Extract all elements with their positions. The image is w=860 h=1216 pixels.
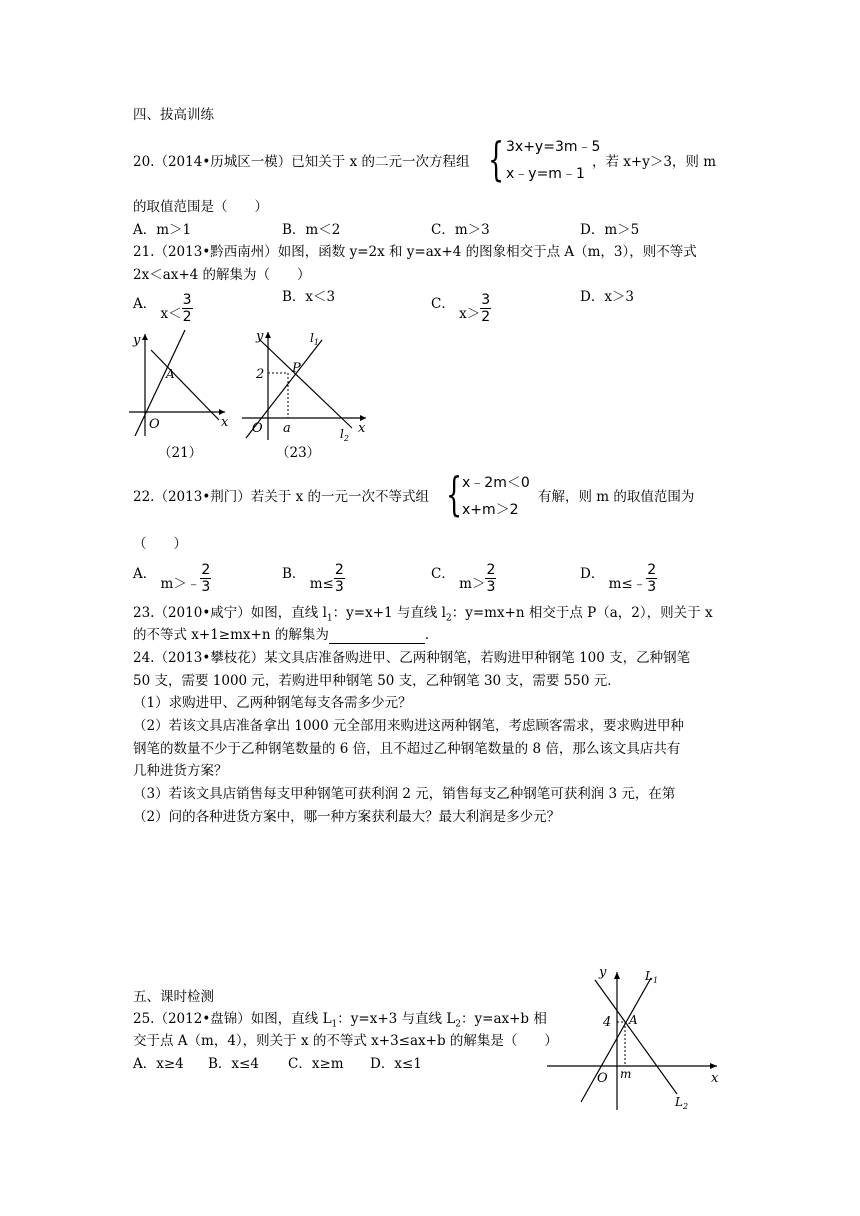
y-label: y	[599, 965, 607, 980]
arrow-icon	[265, 332, 271, 338]
q25-option-c: C．x≥m	[288, 1056, 344, 1072]
fraction: $\frac{2}{3}$	[486, 562, 496, 595]
q21-option-b: B．x＜3	[282, 289, 336, 305]
l2-label: $l_2$	[340, 427, 349, 443]
q23-line1: 23.（2010•咸宁）如图，直线 $l_1$：y=x+1 与直线 $l_2$：y=mx+n 相交于点 P（a，2），则关于 x	[133, 605, 713, 624]
q24-line: 钢笔的数量不少于乙种钢笔数量的 6 倍，且不超过乙种钢笔数量的 8 倍，那么该文具店共有	[133, 741, 681, 757]
q20-suffix: ，若 x+y＞3，则 m	[592, 154, 717, 170]
line-y-ax-4	[151, 350, 219, 420]
line-y-2x	[135, 330, 185, 436]
q24-line: 几种进货方案？	[133, 763, 228, 779]
m-label: m	[620, 1067, 632, 1081]
l2-label: $L_2$	[675, 1095, 689, 1111]
x-label: x	[711, 1071, 719, 1086]
q22-option-a: A． m＞﹣ $\frac{2}{3}$	[133, 562, 211, 595]
q24-line: 50 支，需要 1000 元，若购进甲种钢笔 50 支，乙种钢笔 30 支，需要 550 元．	[133, 673, 621, 689]
q25-line2: 交于点 A（m，4），则关于 x 的不等式 x+3≤ax+b 的解集是（ ）	[133, 1033, 558, 1049]
x-label: x	[221, 415, 229, 430]
q25-option-d: D．x≤1	[370, 1056, 422, 1072]
q25-option-a: A．x≥4	[133, 1056, 184, 1072]
q22-option-b: B． m≤ $\frac{2}{3}$	[282, 562, 344, 595]
arrow-icon	[710, 1063, 717, 1069]
figure-23-caption: （23）	[276, 445, 321, 461]
figure-21	[125, 328, 230, 440]
a-label: a	[283, 421, 291, 436]
arrow-icon	[142, 334, 148, 340]
q21-option-a: A． x＜ $\frac{3}{2}$	[133, 292, 192, 325]
q20-option-d: D．m＞5	[580, 222, 640, 238]
tick-4-label: 4	[603, 1015, 612, 1030]
q20-option-c: C．m＞3	[431, 222, 490, 238]
q22-eq2: x+m＞2	[462, 502, 519, 518]
q20-option-a: A．m＞1	[133, 222, 192, 238]
q22-option-c: C． m＞ $\frac{2}{3}$	[431, 562, 496, 595]
section-title: 五、课时检测	[133, 989, 214, 1005]
fraction: $\frac{3}{2}$	[182, 292, 192, 325]
point-a-label: A	[166, 367, 175, 381]
q21-line1: 21.（2013•黔西南州）如图，函数 y=2x 和 y=ax+4 的图象相交于点 A（m，3），则不等式	[133, 244, 697, 260]
origin-label: O	[149, 417, 160, 432]
answer-blank[interactable]	[329, 629, 425, 644]
q20-line2: 的取值范围是（ ）	[133, 199, 268, 215]
q20-option-b: B．m＜2	[282, 222, 341, 238]
q22-line2: （ ）	[133, 536, 187, 552]
q22-prefix: 22.（2013•荆门）若关于 x 的一元一次不等式组	[133, 489, 429, 505]
l1-label: $l_1$	[310, 331, 319, 347]
fraction: $\frac{2}{3}$	[201, 562, 211, 595]
q22-suffix: 有解，则 m 的取值范围为	[538, 489, 695, 505]
q22-eq1: x﹣2m＜0	[462, 475, 530, 491]
l1-label: $L_1$	[645, 969, 659, 985]
section-title: 四、拔高训练	[133, 107, 214, 123]
q23-line2: 的不等式 x+1≥mx+n 的解集为 ．	[133, 627, 439, 643]
point-a-label: A	[629, 1013, 638, 1027]
fraction: $\frac{2}{3}$	[647, 562, 657, 595]
q25-option-b: B．x≤4	[208, 1056, 259, 1072]
q20-eq2: x﹣y=m﹣1	[506, 166, 585, 182]
q21-option-c: C． x＞ $\frac{3}{2}$	[431, 292, 491, 325]
q24-line: （3）若该文具店销售每支甲种钢笔可获利润 2 元，销售每支乙种钢笔可获利润 3 元，在第	[133, 786, 676, 802]
figure-25	[545, 962, 735, 1114]
q24-line: （2）问的各种进货方案中，哪一种方案获利最大？最大利润是多少元？	[133, 809, 561, 825]
tick-2-label: 2	[256, 367, 265, 382]
q24-line: （2）若该文具店准备拿出 1000 元全部用来购进这两种钢笔，考虑顾客需求，要求购进甲种	[133, 718, 685, 734]
origin-label: O	[597, 1071, 608, 1086]
brace-icon: {	[446, 467, 463, 521]
q21-option-d: D．x＞3	[580, 289, 635, 305]
q21-line2: 2x＜ax+4 的解集为（ ）	[133, 267, 311, 283]
q20-eq1: 3x+y=3m﹣5	[506, 139, 601, 155]
q24-line: （1）求购进甲、乙两种钢笔每支各需多少元？	[133, 695, 412, 711]
point-p-label: P	[292, 361, 301, 376]
line-l2	[260, 340, 352, 428]
line-l1	[581, 978, 651, 1102]
origin-label: O	[252, 421, 263, 436]
brace-icon: {	[488, 132, 505, 186]
arrow-icon	[614, 972, 620, 979]
y-label: y	[256, 329, 264, 344]
q20-prefix: 20.（2014•历城区一模）已知关于 x 的二元一次方程组	[133, 154, 470, 170]
q22-option-d: D． m≤﹣ $\frac{2}{3}$	[580, 562, 657, 595]
y-label: y	[133, 333, 141, 348]
q24-line: 24.（2013•攀枝花）某文具店准备购进甲、乙两种钢笔，若购进甲种钢笔 100 支，乙种钢笔	[133, 650, 691, 666]
figure-23	[236, 326, 371, 444]
x-label: x	[358, 421, 366, 436]
fraction: $\frac{3}{2}$	[481, 292, 491, 325]
q25-line1: 25.（2012•盘锦）如图，直线 $L_1$：y=x+3 与直线 $L_2$：y=ax+b 相	[133, 1011, 547, 1030]
figure-21-caption: （21）	[158, 445, 203, 461]
fraction: $\frac{2}{3}$	[334, 562, 344, 595]
